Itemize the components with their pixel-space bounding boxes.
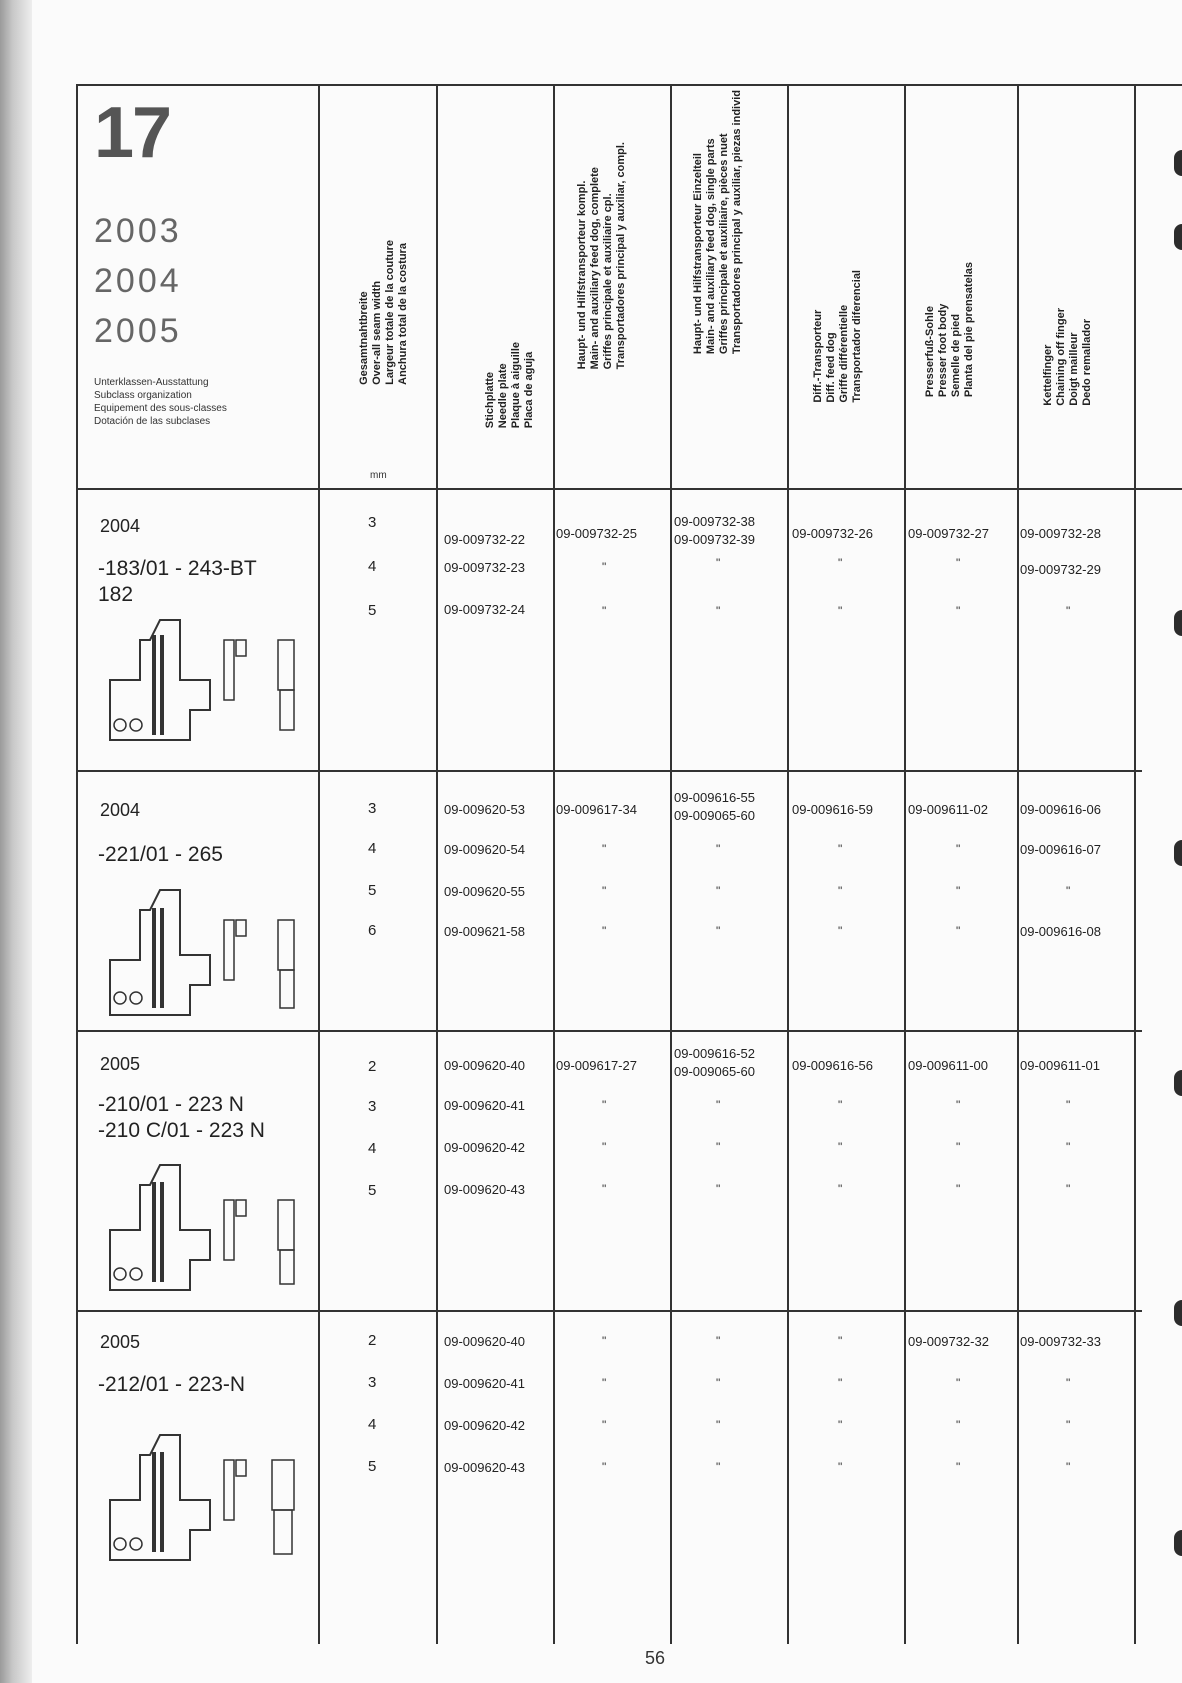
col-divider-3 [553,84,555,1644]
ditto-mark: " [716,884,721,898]
group-title: 2005 [100,1332,141,1352]
needle-plate-part: 09-009620-54 [444,842,525,857]
binder-hole-icon [1174,1530,1182,1556]
feed-single-part: 09-009065-60 [674,1064,755,1079]
needle-plate-part: 09-009620-53 [444,802,525,817]
ditto-mark: " [956,1098,961,1112]
ditto-mark: " [602,842,607,856]
ditto-mark: " [956,1376,961,1390]
column-header-chaining-finger: Kettelfinger Chaining off finger Doigt mailleur Dedo remallador [1042,308,1093,406]
model-2003: 2003 [94,212,182,250]
ditto-mark: " [838,842,843,856]
ditto-mark: " [956,604,961,618]
ditto-mark: " [838,1334,843,1348]
chaining-finger-part: 09-009616-08 [1020,924,1101,939]
ditto-mark: " [956,1418,961,1432]
presser-foot-part: 09-009611-02 [908,802,988,817]
ditto-mark: " [1066,1418,1071,1432]
feed-single-part: 09-009732-39 [674,532,755,547]
ditto-mark: " [602,1460,607,1474]
seam-width: 5 [368,1458,377,1475]
chapter-number: 17 [94,93,171,173]
seam-width: 4 [368,1140,377,1157]
ditto-mark: " [602,884,607,898]
binder-hole-icon [1174,840,1182,866]
seam-width: 3 [368,1374,377,1391]
col-divider-2 [436,84,438,1644]
seam-width: 4 [368,840,377,857]
binder-hole-icon [1174,224,1182,250]
col-divider-7 [1017,84,1019,1644]
ditto-mark: " [716,842,721,856]
row-divider-1 [76,770,1142,772]
seam-width: 2 [368,1332,377,1349]
ditto-mark: " [602,1182,607,1196]
binder-edge [0,0,32,1683]
ditto-mark: " [956,884,961,898]
ditto-mark: " [1066,604,1071,618]
ditto-mark: " [838,1098,843,1112]
col-divider-4 [670,84,672,1644]
chaining-finger-part: 09-009732-28 [1020,526,1101,541]
diff-feed-part: 09-009732-26 [792,526,873,541]
column-header-presser-foot: Presserfuß-Sohle Presser foot body Semelle de pied Planta del pie prensatelas [924,262,975,398]
group-title: 2005 [100,1054,141,1074]
ditto-mark: " [602,1334,607,1348]
parts-sketch-illustration [100,880,310,1020]
ditto-mark: " [1066,1182,1071,1196]
ditto-mark: " [838,1460,843,1474]
ditto-mark: " [716,1140,721,1154]
ditto-mark: " [838,1376,843,1390]
presser-foot-part: 09-009611-00 [908,1058,988,1073]
seam-width: 3 [368,800,377,817]
group-model: -183/01 - 243-BT 182 [98,557,257,606]
needle-plate-part: 09-009620-40 [444,1058,525,1073]
ditto-mark: " [716,924,721,938]
feed-single-part: 09-009065-60 [674,808,755,823]
seam-width: 2 [368,1058,377,1075]
ditto-mark: " [602,924,607,938]
ditto-mark: " [1066,1460,1071,1474]
chaining-finger-part: 09-009611-01 [1020,1058,1100,1073]
needle-plate-part: 09-009621-58 [444,924,525,939]
needle-plate-part: 09-009620-42 [444,1140,525,1155]
binder-hole-icon [1174,150,1182,176]
binder-hole-icon [1174,1070,1182,1096]
ditto-mark: " [838,1418,843,1432]
ditto-mark: " [716,1418,721,1432]
column-header-feed-single: Haupt- und Hilfstransporteur Einzelteil Main- and auxiliary feed dog, single parts Griffes principale et auxiliaire, pièces nuet Transportadores principal y auxiliar, piezas individ [692,90,743,355]
ditto-mark: " [838,1140,843,1154]
needle-plate-part: 09-009620-43 [444,1182,525,1197]
ditto-mark: " [716,1376,721,1390]
ditto-mark: " [716,1182,721,1196]
parts-sketch-illustration [100,1420,310,1570]
chaining-finger-part: 09-009616-06 [1020,802,1101,817]
row-divider-3 [76,1310,1142,1312]
column-header-feed-complete: Haupt- und Hilfstransporteur kompl. Main- and auxiliary feed dog, complete Griffes principale et auxiliaire cpl. Transportadores principal y auxiliar, compl. [576,142,627,370]
col-divider-1 [318,84,320,1644]
group-model: -212/01 - 223-N [98,1373,246,1396]
seam-width: 3 [368,1098,377,1115]
ditto-mark: " [1066,1098,1071,1112]
chaining-finger-part: 09-009732-33 [1020,1334,1101,1349]
ditto-mark: " [956,924,961,938]
ditto-mark: " [716,1460,721,1474]
parts-sketch-illustration [100,1150,310,1300]
feed-complete-part: 09-009732-25 [556,526,637,541]
group-title: 2004 [100,516,141,536]
model-2005: 2005 [94,312,182,350]
diff-feed-part: 09-009616-56 [792,1058,873,1073]
group-title: 2004 [100,800,141,820]
ditto-mark: " [838,604,843,618]
seam-width: 5 [368,882,377,899]
feed-complete-part: 09-009617-27 [556,1058,637,1073]
unit-label: mm [370,470,387,481]
needle-plate-part: 09-009620-43 [444,1460,525,1475]
needle-plate-part: 09-009620-42 [444,1418,525,1433]
needle-plate-part: 09-009732-23 [444,560,525,575]
ditto-mark: " [1066,884,1071,898]
col-divider-8 [1134,84,1136,1644]
chaining-finger-part: 09-009616-07 [1020,842,1101,857]
needle-plate-part: 09-009620-55 [444,884,525,899]
col-divider-6 [904,84,906,1644]
column-header-needle-plate: Stichplatte Needle plate Plaque à aiguille Placa de aguja [484,342,535,429]
group-model: -210/01 - 223 N -210 C/01 - 223 N [98,1093,265,1142]
presser-foot-part: 09-009732-27 [908,526,989,541]
ditto-mark: " [956,1460,961,1474]
needle-plate-part: 09-009732-22 [444,532,525,547]
col-divider-5 [787,84,789,1644]
feed-single-part: 09-009616-52 [674,1046,755,1061]
seam-width: 5 [368,1182,377,1199]
page-number: 56 [645,1648,666,1668]
col-divider-0 [76,84,78,1644]
seam-width: 4 [368,1416,377,1433]
ditto-mark: " [716,604,721,618]
feed-complete-part: 09-009617-34 [556,802,637,817]
seam-width: 6 [368,922,377,939]
chaining-finger-part: 09-009732-29 [1020,562,1101,577]
column-header-diff-feed: Diff.-Transporteur Diff. feed dog Griffe différentielle Transportador diferencial [812,270,863,403]
seam-width: 4 [368,558,377,575]
ditto-mark: " [838,884,843,898]
ditto-mark: " [602,1098,607,1112]
binder-hole-icon [1174,610,1182,636]
diff-feed-part: 09-009616-59 [792,802,873,817]
ditto-mark: " [1066,1376,1071,1390]
feed-single-part: 09-009732-38 [674,514,755,529]
needle-plate-part: 09-009620-41 [444,1098,525,1113]
ditto-mark: " [602,1376,607,1390]
parts-sketch-illustration [100,600,310,750]
seam-width: 3 [368,514,377,531]
ditto-mark: " [956,556,961,570]
seam-width: 5 [368,602,377,619]
presser-foot-part: 09-009732-32 [908,1334,989,1349]
ditto-mark: " [1066,1140,1071,1154]
needle-plate-part: 09-009732-24 [444,602,525,617]
ditto-mark: " [602,1418,607,1432]
ditto-mark: " [716,1334,721,1348]
ditto-mark: " [716,556,721,570]
needle-plate-part: 09-009620-41 [444,1376,525,1391]
ditto-mark: " [602,1140,607,1154]
ditto-mark: " [838,1182,843,1196]
ditto-mark: " [956,1182,961,1196]
row-divider-2 [76,1030,1142,1032]
ditto-mark: " [956,842,961,856]
group-model: -221/01 - 265 [98,843,223,866]
ditto-mark: " [716,1098,721,1112]
feed-single-part: 09-009616-55 [674,790,755,805]
model-2004: 2004 [94,262,182,300]
ditto-mark: " [956,1140,961,1154]
column-header-seam-width: Gesamtnahtbreite Over-all seam width Largeur totale de la couture Anchura total de la costura [358,240,409,385]
subclass-label: Unterklassen-Ausstattung Subclass organization Equipement des sous-classes Dotación de las subclases [94,377,227,427]
ditto-mark: " [602,560,607,574]
ditto-mark: " [602,604,607,618]
binder-hole-icon [1174,1300,1182,1326]
ditto-mark: " [838,556,843,570]
ditto-mark: " [838,924,843,938]
needle-plate-part: 09-009620-40 [444,1334,525,1349]
